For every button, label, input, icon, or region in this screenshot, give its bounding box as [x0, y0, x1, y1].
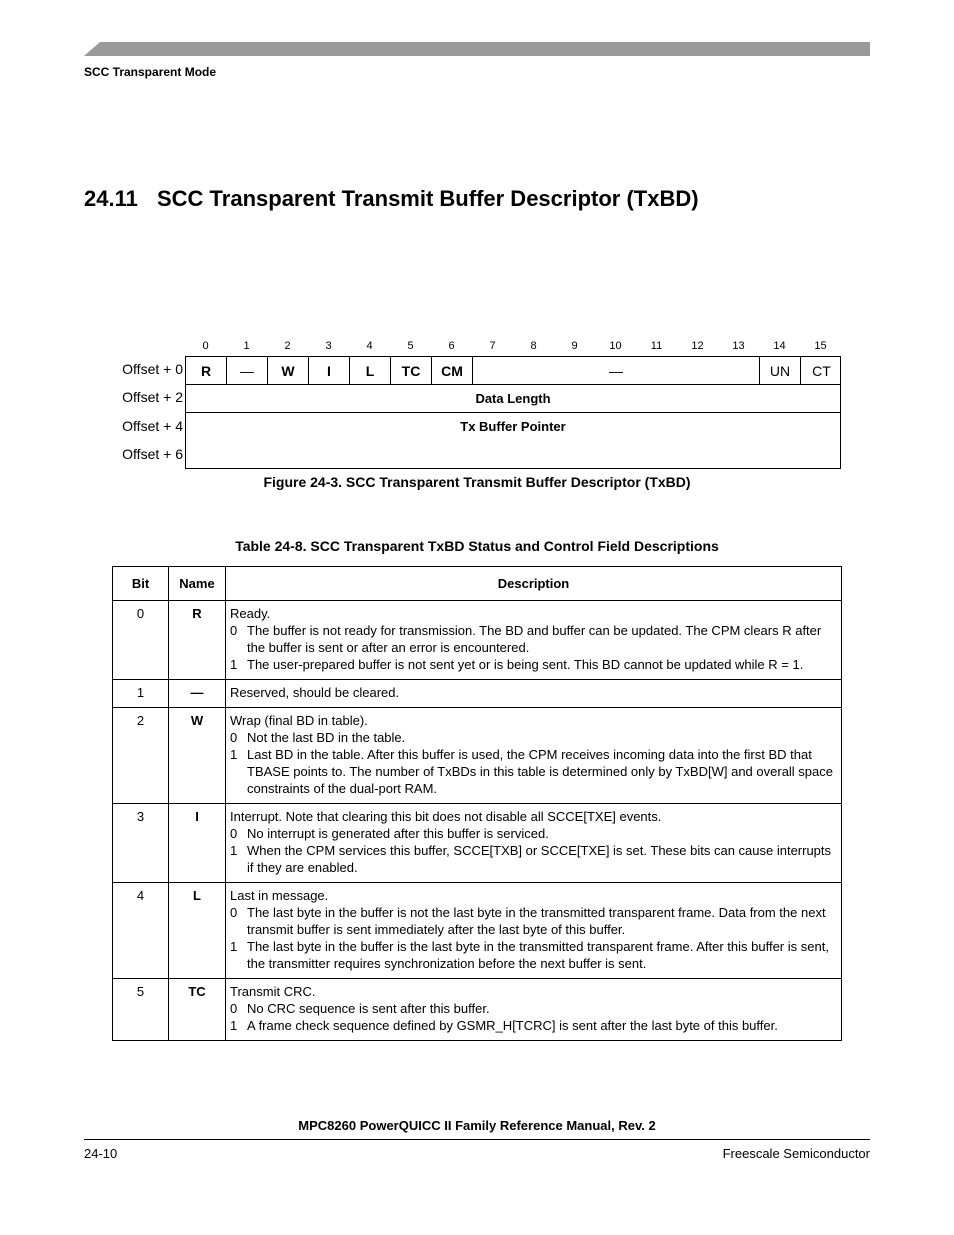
cell-description — [226, 680, 842, 708]
cell-description — [226, 708, 842, 804]
bit-number: 2 — [284, 340, 291, 352]
value-text: The buffer is not ready for transmission. The BD and buffer can be updated. The CPM clears R after the buffer is sent or after an error is encountered. — [247, 623, 822, 655]
cell-description — [226, 601, 842, 680]
bit-number: 8 — [530, 340, 537, 352]
running-head: SCC Transparent Mode — [84, 65, 217, 79]
page-number: 24-10 — [84, 1146, 118, 1161]
cell-description — [226, 804, 842, 883]
register-row-offset-4-6 — [185, 412, 841, 469]
value-text: The last byte in the buffer is not the last byte in the transmitted transparent frame. Data from the next transmit buffer is sent immediately after the last byte of this buffer. — [247, 905, 826, 937]
cell-name: — — [169, 680, 226, 708]
table-row — [113, 601, 842, 680]
value-key: 0 — [230, 730, 238, 745]
table-header-row — [113, 567, 842, 601]
description-value-item — [230, 622, 837, 656]
bit-number: 15 — [814, 340, 827, 352]
field-data-length: Data Length — [475, 391, 551, 406]
bit-number: 0 — [202, 340, 209, 352]
description-value-item — [230, 842, 837, 876]
value-text: Not the last BD in the table. — [247, 730, 406, 745]
bit-number: 13 — [732, 340, 745, 352]
description-intro: Transmit CRC. — [230, 984, 316, 999]
offset-label: Offset + 0 — [122, 361, 183, 377]
value-key: 0 — [230, 826, 238, 841]
description-value-item — [230, 746, 837, 797]
field-un: UN — [760, 357, 801, 384]
field-r: R — [186, 357, 227, 384]
offset-label: Offset + 2 — [122, 389, 183, 405]
cell-bit: 4 — [113, 883, 169, 979]
value-key: 1 — [230, 747, 238, 762]
col-header-name: Name — [169, 567, 226, 601]
value-key: 1 — [230, 657, 238, 672]
description-value-item — [230, 938, 837, 972]
cell-bit: 3 — [113, 804, 169, 883]
figure-caption: Figure 24-3. SCC Transparent Transmit Buffer Descriptor (TxBD) — [263, 474, 691, 490]
cell-bit: 0 — [113, 601, 169, 680]
value-key: 1 — [230, 939, 238, 954]
cell-name: TC — [169, 979, 226, 1041]
bit-number: 4 — [366, 340, 373, 352]
description-intro: Wrap (final BD in table). — [230, 713, 368, 728]
field-ct: CT — [812, 362, 831, 379]
bit-number: 9 — [571, 340, 578, 352]
footer-company: Freescale Semiconductor — [722, 1146, 870, 1161]
field-tx-buffer-pointer: Tx Buffer Pointer — [460, 419, 566, 434]
section-number: 24.11 — [84, 186, 138, 211]
table-row — [113, 979, 842, 1041]
value-key: 1 — [230, 843, 238, 858]
footer-title: MPC8260 PowerQUICC II Family Reference Manual, Rev. 2 — [298, 1118, 656, 1133]
field-reserved-wide: — — [473, 357, 760, 384]
value-text: When the CPM services this buffer, SCCE[TXB] or SCCE[TXE] is set. These bits can cause interrupts if they are enabled. — [247, 843, 832, 875]
offset-label: Offset + 6 — [122, 446, 183, 462]
value-text: The user-prepared buffer is not sent yet or is being sent. This BD cannot be updated while R = 1. — [247, 657, 804, 672]
header-bar — [84, 42, 870, 56]
bit-number: 7 — [489, 340, 496, 352]
cell-bit: 1 — [113, 680, 169, 708]
description-value-item — [230, 729, 837, 746]
description-value-item — [230, 1000, 837, 1017]
bit-number: 1 — [243, 340, 250, 352]
description-value-item — [230, 825, 837, 842]
section-title-text: SCC Transparent Transmit Buffer Descriptor (TxBD) — [157, 186, 699, 211]
table-row — [113, 804, 842, 883]
col-header-description: Description — [226, 567, 842, 601]
table-row — [113, 680, 842, 708]
value-key: 0 — [230, 905, 238, 920]
description-intro: Interrupt. Note that clearing this bit does not disable all SCCE[TXE] events. — [230, 809, 662, 824]
value-key: 0 — [230, 623, 238, 638]
description-value-item — [230, 1017, 837, 1034]
field-l: L — [350, 357, 391, 384]
value-text: A frame check sequence defined by GSMR_H[TCRC] is sent after the last byte of this buffer. — [247, 1018, 778, 1033]
bit-number: 6 — [448, 340, 455, 352]
field-w: W — [268, 357, 309, 384]
value-text: No CRC sequence is sent after this buffer. — [247, 1001, 490, 1016]
offset-label: Offset + 4 — [122, 418, 183, 434]
value-text: The last byte in the buffer is the last byte in the transmitted transparent frame. After this buffer is sent, the transmitter requires synchronization before the next buffer is sent. — [247, 939, 829, 971]
description-intro: Ready. — [230, 606, 271, 621]
value-text: No interrupt is generated after this buffer is serviced. — [247, 826, 549, 841]
field-reserved: — — [227, 357, 268, 384]
cell-bit: 5 — [113, 979, 169, 1041]
cell-bit: 2 — [113, 708, 169, 804]
cell-description — [226, 979, 842, 1041]
section-title — [84, 186, 699, 212]
bit-number: 3 — [325, 340, 332, 352]
cell-name: R — [169, 601, 226, 680]
bit-number: 5 — [407, 340, 414, 352]
table-caption: Table 24-8. SCC Transparent TxBD Status and Control Field Descriptions — [235, 538, 719, 554]
table-row — [113, 708, 842, 804]
description-intro: Reserved, should be cleared. — [230, 685, 400, 700]
cell-name: L — [169, 883, 226, 979]
value-text: Last BD in the table. After this buffer is used, the CPM receives incoming data into the first BD that TBASE points to. The number of TxBDs in this table is determined only by TxBD[W] and overall space constraints of the dual-port RAM. — [247, 747, 833, 796]
col-header-bit: Bit — [113, 567, 169, 601]
field-i: I — [309, 357, 350, 384]
description-value-item — [230, 904, 837, 938]
table-row — [113, 883, 842, 979]
bit-number: 12 — [691, 340, 704, 352]
register-row-offset-2 — [185, 384, 841, 413]
bit-number: 14 — [773, 340, 786, 352]
value-key: 1 — [230, 1018, 238, 1033]
value-key: 0 — [230, 1001, 238, 1016]
cell-name: I — [169, 804, 226, 883]
field-cm: CM — [432, 357, 473, 384]
description-value-item — [230, 656, 837, 673]
register-row-offset-0 — [185, 356, 841, 385]
cell-description — [226, 883, 842, 979]
bit-number: 10 — [609, 340, 622, 352]
bit-number: 11 — [650, 340, 663, 352]
field-description-table — [112, 566, 842, 1041]
description-intro: Last in message. — [230, 888, 329, 903]
field-tc: TC — [391, 357, 432, 384]
cell-name: W — [169, 708, 226, 804]
footer-rule — [84, 1139, 870, 1140]
